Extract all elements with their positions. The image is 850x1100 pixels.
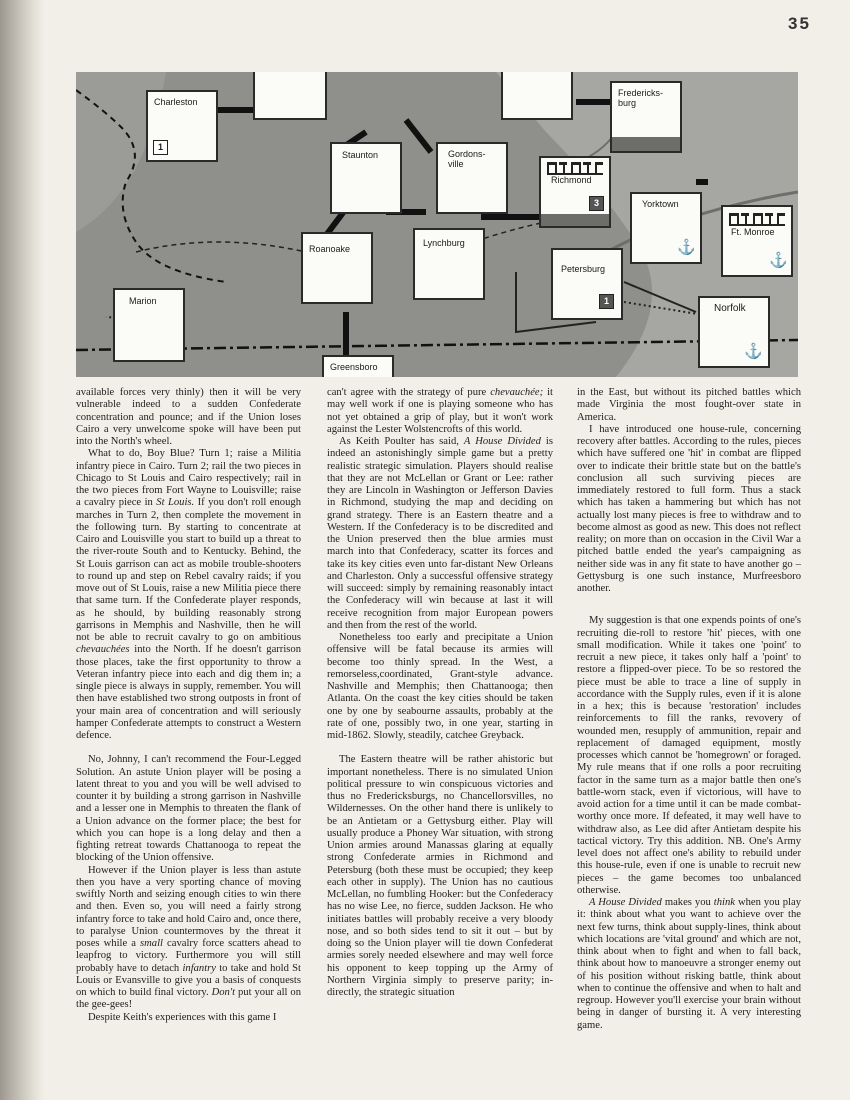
unit-marker-richmond: 3 — [589, 196, 604, 211]
anchor-icon: ⚓ — [744, 343, 763, 360]
map-label-charleston: Charleston — [154, 97, 198, 107]
paragraph: The Eastern theatre will be rather ahistoric but important nonetheless. There is no simulated Union political pressure to win conspicuous victories and thus no Fredericksburgs, no Chancellorsvilles, no Wildernesses. On the other hand there is unlikely to be an Antietam or a Gettysburg either. Play will usually produce a Phoney War situation, with strong Union armies around Manassas glaring at equally strong Confederate armies in Richmond and Petersburg (both these must be occupied; they keep each other in supply). The Union has no cautious McLellan, no fumbling Hooker: but the Confederacy has no wise Lee, no fierce, sudden Jackson. He who initiates battles will probably receive a very bloody nose, and so both sides tend to sit it out – but by doing so the Union player will tie down Confederat armies sorely needed elsewhere and may well force his opponent to keep topping up the Army of Northern Virginia simply to preserve parity; in-directly, the strategic situation — [327, 754, 553, 998]
paragraph: Nonetheless too early and precipitate a Union offensive will be fatal because its armies will become too thinly spread. In the West, a remorseless,coordinated, Grant-style advance. Nashville and Memphis; then Chattanooga; then Atlanta. On the coast the key cities should be taken one by one by seabourne assaults, probably at the rate of one, possibly two, in one year, starting in mid-1862. Slowly, steadily, catchee Greyback. — [327, 632, 553, 741]
unit-marker-charleston: 1 — [153, 140, 168, 155]
map-label-marion: Marion — [129, 296, 157, 306]
map-hex-petersburg — [551, 248, 623, 320]
paragraph: No, Johnny, I can't recommend the Four-Legged Solution. An astute Union player will be posing a latent threat to you and you will be well advised to counter it by building a strong garrison in Nashville and a lesser one in Memphis to threaten the flank of a Union advance on the former place; the best for which you can hope is a long delay and then a fighting retreat towards Chattanooga to repeat the blocking of the Union offensive. — [76, 754, 301, 864]
map-hex-yorktown — [630, 192, 702, 264]
map-hex-greensboro — [322, 355, 394, 377]
map-hex-gordonsville — [436, 142, 508, 214]
paragraph: As Keith Poulter has said, A House Divided is indeed an astonishingly simple game but a pretty realistic strategic simulation. Players should realise that they are not McLellan or Grant or Lee: rather they are Lincoln in Washington or Jefferson Davies in Richmond, studying the map and deciding on grand strategy. There is an Eastern theatre and a Western. If the Confederacy is to be discredited and the Union preserved then the blue armies must march into that Confederacy, scatter its forces and take its key cities even unto far-distant New Orleans and Charleston. Only a successful offensive strategy will succeed: simply by remaining reasonably intact the Confederacy will win because at last it will receive recognition from major European powers and then from the rest of the world. — [327, 436, 553, 631]
map-hex-lynchburg — [413, 228, 485, 300]
book-spine-shadow — [0, 0, 44, 1100]
paragraph: My suggestion is that one expends points of one's recruiting die-roll to restore 'hit' pieces, with one small modification. While it takes one 'point' to recruit a new piece, it takes only half a 'point' to restore a flipped-over piece. To be so restored the piece must be able to trace a line of supply in accordance with the Supply rules, even if it is alone in a hex; this is because 'restoration' includes reinforcements to fill the ranks, revovery of wounded men, resupply of ammunition, repair and replacement of damaged equipment, mostly processes which cannot be 'homegrown' or foraged. My rule means that if one rolls a poor recruiting factor in the same turn as a major battle then one's battle-worn stack, even if victorious, will have to avoid action for a time until it can be made combat-worthy once more. If defeated, it may well have to withdraw also, as Lee did after Antietam despite his tactical victory. Try this addition. NB. One's Army level does not affect one's ability to rebuild under this house-rule, even if one is unable to recruit new pieces – the game becomes too unbalanced otherwise. — [577, 615, 801, 896]
paragraph: What to do, Boy Blue? Turn 1; raise a Militia infantry piece in Cairo. Turn 2; rail the two pieces in Chicago to St Louis and Cairo respectively; rail in the two pieces from Fort Wayne to Louisville; raise a cavalry piece in St Louis. If you don't roll enough marches in Turn 2, then complete the movement in the following turn. By starting to concentrate at Cairo and Louisville you start to build up a threat to the river-route South and to Kentucky. Behind, the St Louis garrison can act as mobile trouble-shooters to round up and step on Rebel cavalry raids; if you move out of St Louis, raise a new Militia piece there that same turn. If the Confederate player responds, as he should, by building reasonably strong garrisons in Memphis and Nashville, then he will not be able to recruit cavalry to go on ambitious chevauchées into the North. If he doesn't garrison those places, take the first opportunity to throw a Veteran infantry piece into each and dig them in; a single piece is always in supply, remember. You will then have established two strong outposts in front of your main area of concentration and will seriously hamper Confederate attempts to construct a Western defence. — [76, 448, 301, 741]
page-number: 35 — [788, 14, 811, 33]
paragraph: in the East, but without its pitched battles which made Virginia the most fought-over state in America. — [577, 387, 801, 423]
unit-marker-petersburg: 1 — [599, 294, 614, 309]
anchor-icon: ⚓ — [769, 252, 788, 269]
text-column-2 — [327, 387, 553, 999]
map-label-greensboro: Greensboro — [330, 362, 378, 372]
map-label-ft-monroe: Ft. Monroe — [731, 227, 775, 237]
hex-stripe — [612, 137, 680, 151]
paragraph: I have introduced one house-rule, concerning recovery after battles. According to the rules, pieces which have suffered one 'hit' in combat are flipped over to indicate their brittle state but on the battle's conclusion all such surviving pieces are immediately restored to full form. Thus a stack which has taken a hammering but which has not actually lost many pieces is free to withdraw and to become almost as good as new. This does not reflect reality; on more than on occasion in the Civil War a pitched battle ended the year's campaigning as neither side was in any fit state to have another go – Gettysburg is one such instance, Murfreesboro another. — [577, 423, 801, 594]
map-hex-marion — [113, 288, 185, 362]
map-hex-ft-monroe — [721, 205, 793, 277]
map-label-richmond: Richmond — [551, 175, 592, 185]
map-hex-fredericksburg — [610, 81, 682, 153]
anchor-icon: ⚓ — [677, 239, 696, 256]
map-label-staunton: Staunton — [342, 150, 379, 160]
map-hex-unnamed — [501, 72, 573, 120]
paragraph: A House Divided makes you think when you play it: think about what you want to achieve over the next few turns, think about supply-lines, think about which locations are 'vital ground' and which are not, think about when to fight and when to fall back, think about how to manoeuvre a stronger enemy out of his position without risking battle, think about when to continue the offensive and when to halt and regroup. However you'll exercise your brain without being in danger of bursting it. A very interesting game. — [577, 897, 801, 1031]
text-column-1 — [76, 387, 301, 1024]
paragraph: available forces very thinly) then it will be very vulnerable indeed to a sudden Confederate concentration and pounce; and if the Union loses Cairo a very unwelcome spoke will have been put into the North's wheel. — [76, 387, 301, 447]
map-label-gordonsville: Gordons- ville — [448, 149, 486, 169]
map-hex-roanoake — [301, 232, 373, 304]
map-hex-charleston — [146, 90, 218, 162]
game-map — [76, 72, 798, 377]
hex-stripe — [541, 214, 609, 226]
map-hex-richmond — [539, 156, 611, 228]
paragraph: can't agree with the strategy of pure chevauchée; it may well work if one is playing someone who has not yet obtained a grip of play, but it won't work against the Lester Wolstencrofts of this world. — [327, 387, 553, 435]
map-label-yorktown: Yorktown — [642, 199, 679, 209]
map-label-norfolk: Norfolk — [714, 303, 746, 314]
map-hex-norfolk — [698, 296, 770, 368]
paragraph: However if the Union player is less than astute then you have a very sporting chance of moving swiftly North and seizing enough cities to win there and then. Even so, you will need a fairly strong infantry force to take and hold Cairo and, once there, to paralyse Union countermoves by the threat it poses while a small cavalry force scatters ahead to leapfrog to victory. Furthermore you will still probably have to detach infantry to take and hold St Louis or Evansville to give you a basis of conquests on which to build final victory. Don't put your all on the gee-gees! — [76, 864, 302, 1011]
map-label-fredericksburg: Fredericks- burg — [618, 88, 664, 108]
map-label-lynchburg: Lynchburg — [423, 238, 465, 248]
map-hex-unnamed — [253, 72, 327, 120]
fortification-icon — [729, 213, 785, 226]
map-hex-staunton — [330, 142, 402, 214]
paragraph: Despite Keith's experiences with this game I — [88, 1011, 277, 1023]
map-label-petersburg: Petersburg — [561, 264, 606, 274]
text-column-3 — [577, 387, 801, 1032]
fortification-icon — [547, 162, 603, 175]
map-label-roanoake: Roanoake — [309, 244, 351, 254]
